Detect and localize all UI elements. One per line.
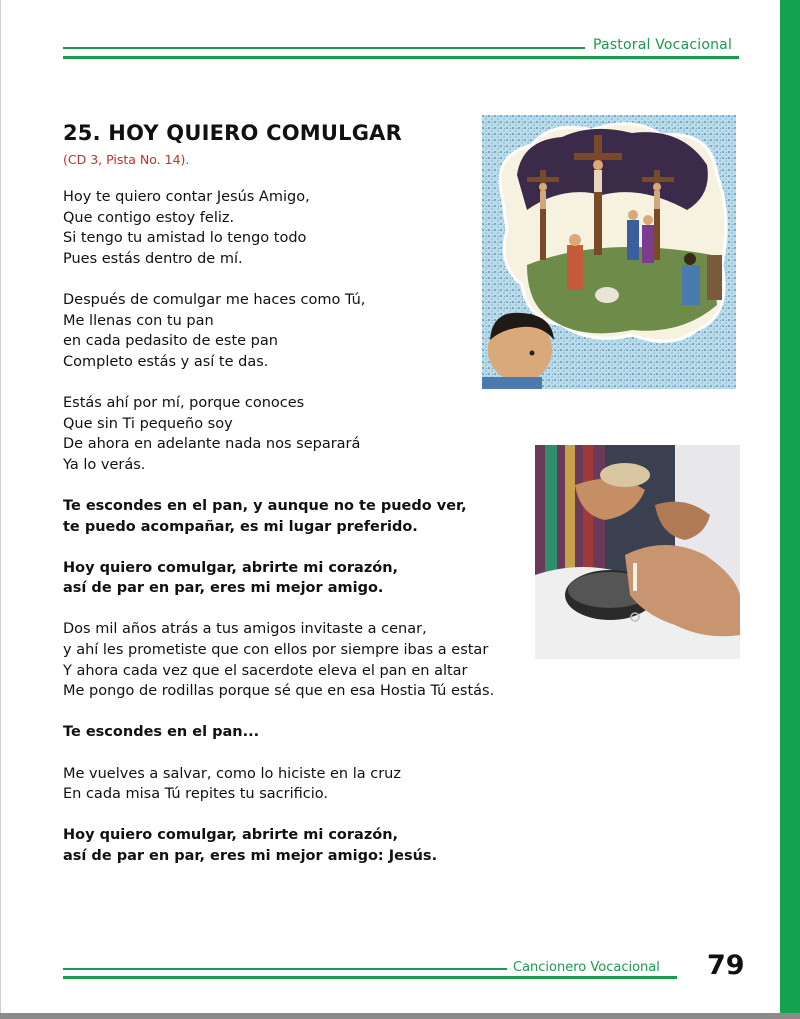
lyric-line: De ahora en adelante nada nos separará [63, 436, 361, 453]
page-bottom-shadow [0, 1013, 800, 1019]
lyric-line: Estás ahí por mí, porque conoces [63, 394, 305, 411]
crucifixion-illustration [482, 115, 736, 389]
lyric-line: Me vuelves a salvar, como lo hiciste en la cruz [63, 765, 401, 782]
chorus-stanza [63, 558, 533, 599]
chorus-stanza [63, 722, 533, 743]
lyric-line: Y ahora cada vez que el sacerdote eleva el pan en altar [63, 662, 468, 679]
lyric-line: Completo estás y así te das. [63, 353, 269, 370]
lyrics [63, 187, 533, 887]
lyric-line: Que contigo estoy feliz. [63, 209, 235, 226]
lyric-line: así de par en par, eres mi mejor amigo: Jesús. [63, 848, 438, 864]
lyric-line: Que sin Ti pequeño soy [63, 415, 233, 432]
lyric-line: Te escondes en el pan... [63, 724, 260, 741]
lyric-line: Te escondes en el pan, y aunque no te puedo ver, [63, 497, 467, 514]
lyric-line: Hoy quiero comulgar, abrirte mi corazón, [63, 827, 399, 844]
lyric-line: Me pongo de rodillas porque sé que en esa Hostia Tú estás. [63, 683, 495, 700]
song-title: 25. HOY QUIERO COMULGAR [63, 121, 402, 145]
header-rule-top [63, 47, 585, 49]
lyric-line: En cada misa Tú repites tu sacrificio. [63, 786, 328, 803]
lyric-line: Ya lo verás. [63, 456, 146, 473]
lyric-line: y ahí les prometiste que con ellos por siempre ibas a estar [63, 642, 489, 659]
verse-stanza [63, 290, 533, 372]
verse-stanza [63, 764, 533, 805]
verse-stanza [63, 187, 533, 269]
header-label: Pastoral Vocacional [593, 37, 733, 53]
lyric-line: Pues estás dentro de mí. [63, 250, 243, 267]
chorus-stanza [63, 496, 533, 537]
lyric-line: Hoy te quiero contar Jesús Amigo, [63, 189, 310, 205]
footer-label: Cancionero Vocacional [513, 960, 660, 975]
lyric-line: Hoy quiero comulgar, abrirte mi corazón, [63, 559, 399, 576]
lyric-line: Me llenas con tu pan [63, 312, 214, 329]
lyric-line: Dos mil años atrás a tus amigos invitaste a cenar, [63, 621, 427, 638]
page-edge-green-bar [780, 0, 800, 1019]
chorus-stanza [63, 825, 533, 866]
lyric-line: en cada pedasito de este pan [63, 333, 278, 350]
header-rule-long [63, 56, 739, 59]
lyric-line: Después de comulgar me haces como Tú, [63, 291, 366, 308]
communion-photo [535, 445, 740, 659]
song-subtitle: (CD 3, Pista No. 14). [63, 152, 190, 167]
verse-stanza [63, 619, 533, 701]
lyric-line: así de par en par, eres mi mejor amigo. [63, 580, 384, 597]
verse-stanza [63, 393, 533, 475]
lyric-line: te puedo acompañar, es mi lugar preferido. [63, 518, 418, 535]
footer-rule-top [63, 968, 507, 970]
footer-rule-bottom [63, 976, 677, 979]
page-number: 79 [707, 950, 745, 981]
lyric-line: Si tengo tu amistad lo tengo todo [63, 230, 307, 247]
